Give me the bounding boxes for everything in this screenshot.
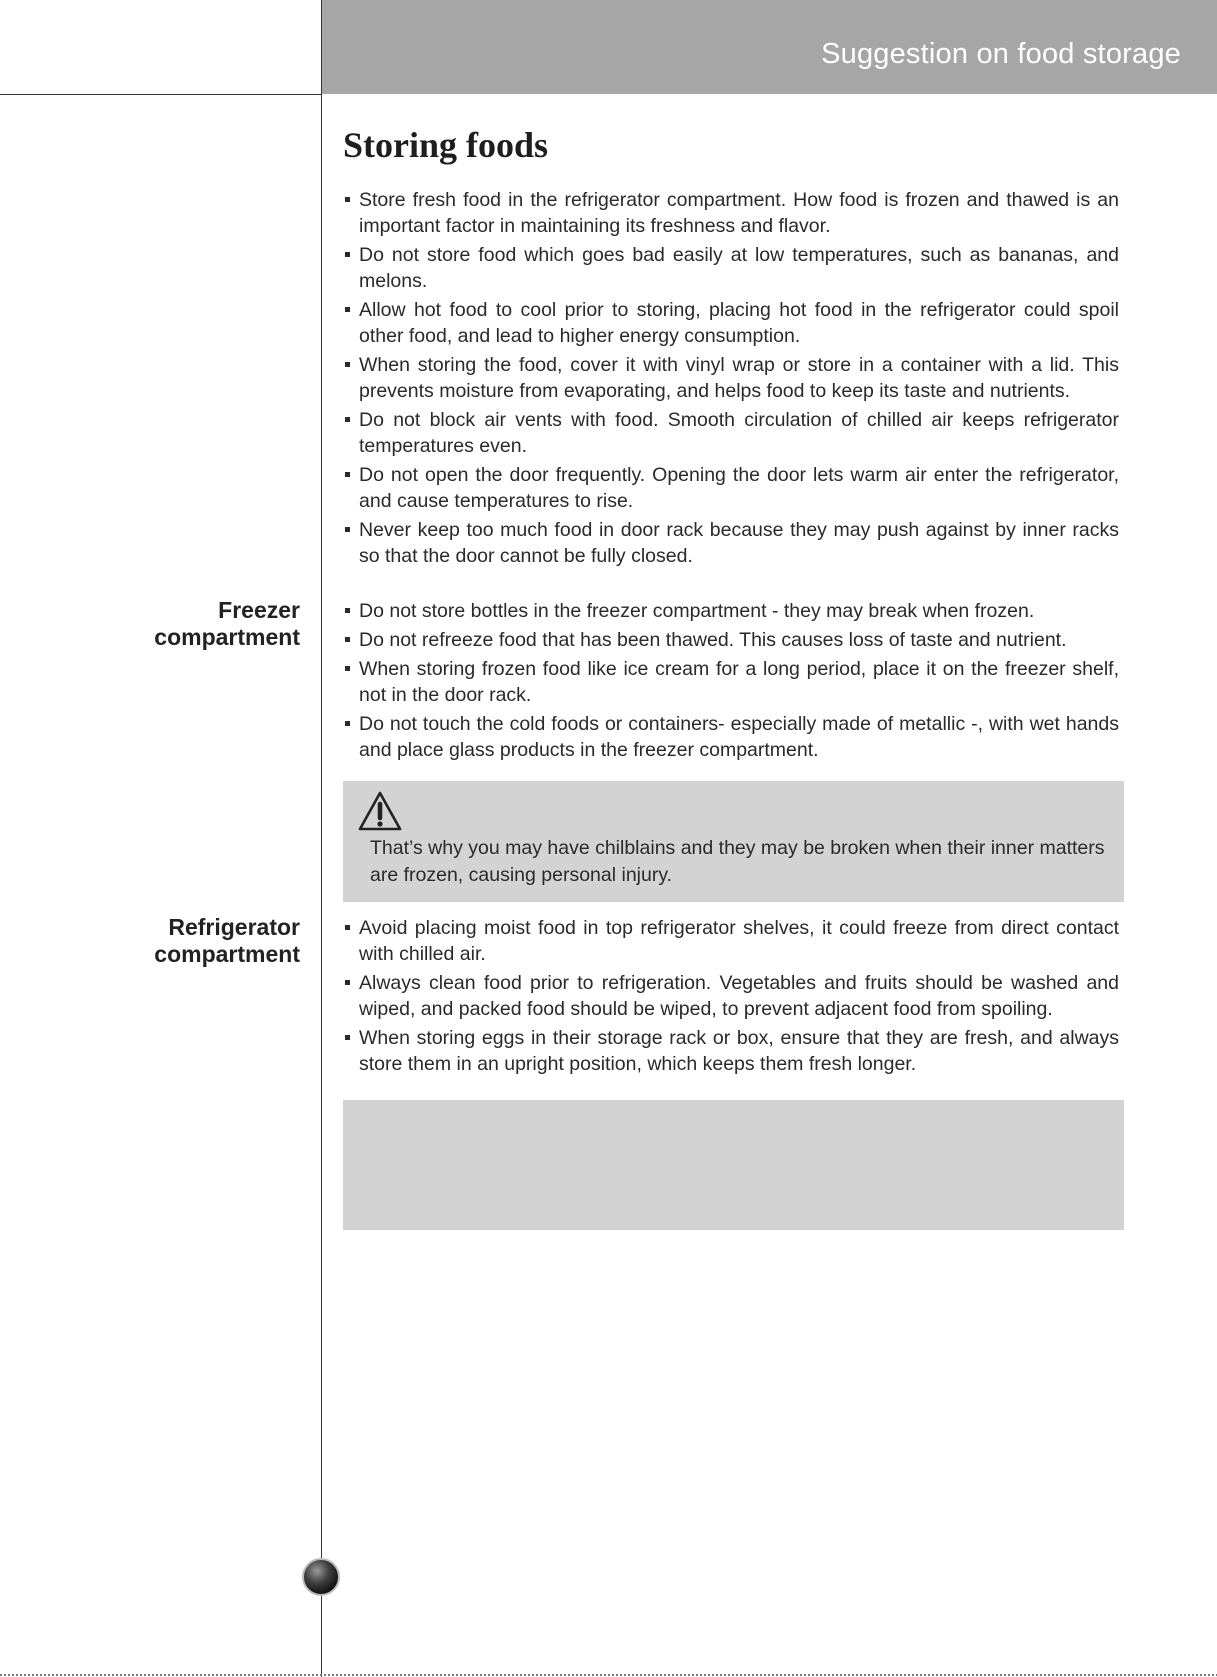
list-item: Do not open the door frequently. Opening the door lets warm air enter the refrigerator, and cause temperatures to rise. — [343, 462, 1119, 514]
list-item: When storing eggs in their storage rack or box, ensure that they are fresh, and always store them in an upright position, which keeps them fresh longer. — [343, 1025, 1119, 1077]
list-item: When storing frozen food like ice cream for a long period, place it on the freezer shelf, not in the door rack. — [343, 656, 1119, 708]
page-marker-dot — [302, 1558, 340, 1596]
list-item: When storing the food, cover it with vinyl wrap or store in a container with a lid. This prevents moisture from evaporating, and helps food to keep its taste and nutrients. — [343, 352, 1119, 404]
header-band — [322, 0, 1217, 94]
bullet-icon — [345, 472, 350, 477]
warning-text: That’s why you may have chilblains and they may be broken when their inner matters are frozen, causing personal injury. — [370, 837, 1105, 886]
note-box — [343, 1100, 1124, 1230]
bullet-icon — [345, 980, 350, 985]
freezer-compartment-label: Freezer compartment — [154, 597, 300, 650]
list-item: Avoid placing moist food in top refrigerator shelves, it could freeze from direct contact with chilled air. — [343, 915, 1119, 967]
list-item: Allow hot food to cool prior to storing, placing hot food in the refrigerator could spoil other food, and lead to higher energy consumption. — [343, 297, 1119, 349]
bullet-icon — [345, 721, 350, 726]
warning-triangle-icon — [357, 790, 403, 832]
bullet-icon — [345, 608, 350, 613]
warning-box — [343, 781, 1124, 902]
header-rule — [0, 94, 322, 95]
list-item: Never keep too much food in door rack because they may push against by inner racks so that the door cannot be fully closed. — [343, 517, 1119, 569]
list-item: Do not refreeze food that has been thawed. This causes loss of taste and nutrient. — [343, 627, 1119, 653]
freezer-list — [343, 598, 1119, 766]
bullet-icon — [345, 666, 350, 671]
refrigerator-compartment-label: Refrigerator compartment — [154, 914, 300, 967]
bullet-icon — [345, 527, 350, 532]
bullet-icon — [345, 252, 350, 257]
list-item: Do not store food which goes bad easily at low temperatures, such as bananas, and melons. — [343, 242, 1119, 294]
refrigerator-list — [343, 915, 1119, 1080]
list-item: Do not store bottles in the freezer compartment - they may break when frozen. — [343, 598, 1119, 624]
margin-vertical-rule — [321, 0, 322, 1677]
section-title: Storing foods — [343, 125, 549, 165]
bullet-icon — [345, 362, 350, 367]
list-item: Do not block air vents with food. Smooth circulation of chilled air keeps refrigerator temperatures even. — [343, 407, 1119, 459]
list-item: Do not touch the cold foods or containers- especially made of metallic -, with wet hands and place glass products in the freezer compartment. — [343, 711, 1119, 763]
bullet-icon — [345, 417, 350, 422]
bullet-icon — [345, 1035, 350, 1040]
bullet-icon — [345, 307, 350, 312]
bullet-icon — [345, 925, 350, 930]
list-item: Always clean food prior to refrigeration. Vegetables and fruits should be washed and wiped, and packed food should be wiped, to prevent adjacent food from spoiling. — [343, 970, 1119, 1022]
bullet-icon — [345, 637, 350, 642]
storing-foods-list — [343, 187, 1119, 572]
page-header-title: Suggestion on food storage — [821, 38, 1181, 70]
bottom-dotted-rule — [0, 1674, 1217, 1676]
list-item: Store fresh food in the refrigerator compartment. How food is frozen and thawed is an important factor in maintaining its freshness and flavor. — [343, 187, 1119, 239]
bullet-icon — [345, 197, 350, 202]
